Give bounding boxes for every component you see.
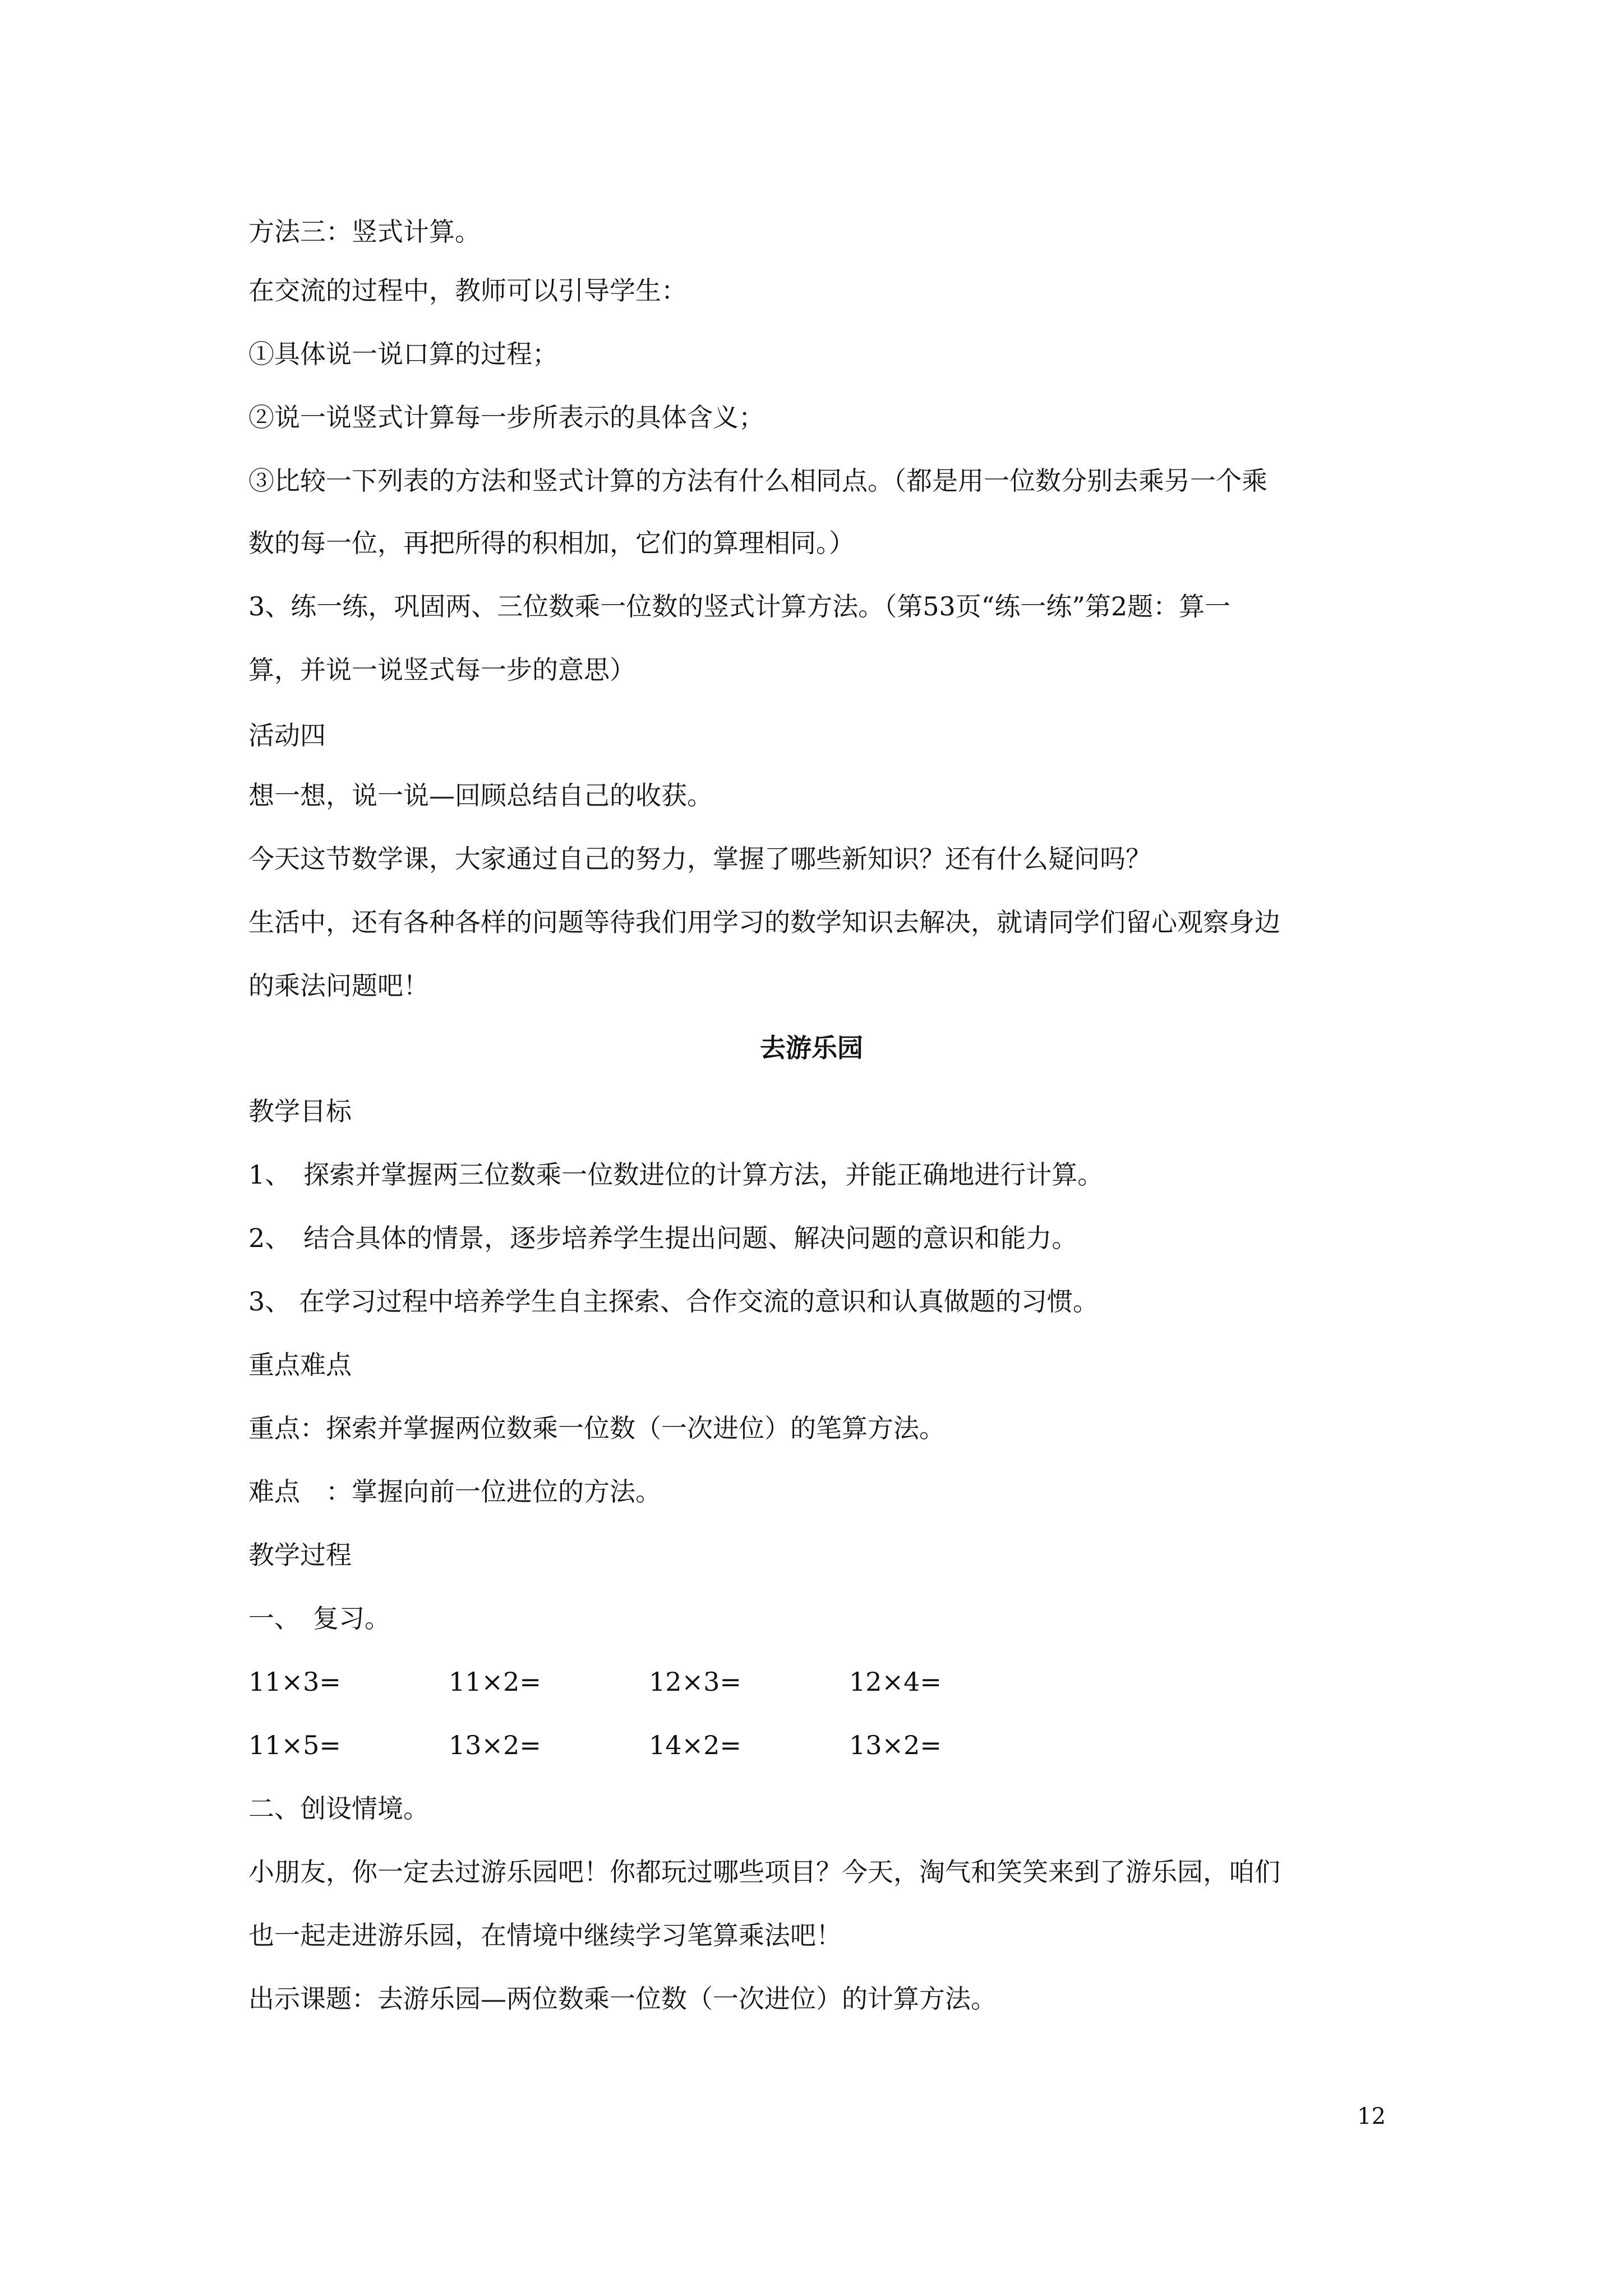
- review-expression: 14×2=: [649, 1730, 741, 1760]
- text-line: ③比较一下列表的方法和竖式计算的方法有什么相同点。（都是用一位数分别去乘另一个乘: [248, 466, 1267, 496]
- text-line: 的乘法问题吧！: [248, 970, 429, 1001]
- review-expression: 11×2=: [449, 1667, 541, 1697]
- review-expression: 13×2=: [449, 1730, 541, 1760]
- text-line: 一、 复习。: [248, 1603, 390, 1634]
- text-line: 3、练一练，巩固两、三位数乘一位数的竖式计算方法。（第53页“练一练”第2题：算一: [248, 591, 1231, 622]
- text-line: 二、创设情境。: [248, 1793, 429, 1824]
- section-title: 去游乐园: [760, 1033, 863, 1063]
- text-line: 1、 探索并掌握两三位数乘一位数进位的计算方法，并能正确地进行计算。: [248, 1159, 1104, 1190]
- text-line: 方法三：竖式计算。: [248, 217, 481, 247]
- review-expression: 13×2=: [849, 1730, 942, 1760]
- text-line: 教学过程: [248, 1540, 352, 1570]
- text-line: 数的每一位，再把所得的积相加，它们的算理相同。）: [248, 528, 855, 558]
- text-line: 在交流的过程中，教师可以引导学生：: [248, 275, 687, 306]
- text-line: 出示课题：去游乐园—两位数乘一位数（一次进位）的计算方法。: [248, 1984, 997, 2014]
- text-line: ①具体说一说口算的过程；: [248, 339, 558, 369]
- review-expression: 11×5=: [248, 1730, 341, 1760]
- text-line: 重点：探索并掌握两位数乘一位数（一次进位）的笔算方法。: [248, 1413, 945, 1443]
- text-line: 生活中，还有各种各样的问题等待我们用学习的数学知识去解决，就请同学们留心观察身边: [248, 907, 1280, 937]
- text-line: 难点 ：掌握向前一位进位的方法。: [248, 1476, 661, 1507]
- review-expression: 12×4=: [849, 1667, 942, 1697]
- page-number: 12: [1357, 2104, 1386, 2129]
- text-line: 想一想，说一说—回顾总结自己的收获。: [248, 780, 713, 811]
- text-line: 算，并说一说竖式每一步的意思）: [248, 655, 635, 685]
- text-line: ②说一说竖式计算每一步所表示的具体含义；: [248, 402, 764, 432]
- text-line: 3、 在学习过程中培养学生自主探索、合作交流的意识和认真做题的习惯。: [248, 1286, 1099, 1317]
- text-line: 重点难点: [248, 1350, 352, 1380]
- text-line: 教学目标: [248, 1096, 352, 1126]
- text-line: 今天这节数学课，大家通过自己的努力，掌握了哪些新知识？还有什么疑问吗？: [248, 844, 1151, 874]
- text-line: 小朋友，你一定去过游乐园吧！你都玩过哪些项目？今天，淘气和笑笑来到了游乐园，咱们: [248, 1857, 1280, 1887]
- text-line: 2、 结合具体的情景，逐步培养学生提出问题、解决问题的意识和能力。: [248, 1223, 1078, 1253]
- review-expression: 11×3=: [248, 1667, 341, 1697]
- review-expression: 12×3=: [649, 1667, 741, 1697]
- text-line: 活动四: [248, 720, 326, 751]
- text-line: 也一起走进游乐园，在情境中继续学习笔算乘法吧！: [248, 1920, 842, 1950]
